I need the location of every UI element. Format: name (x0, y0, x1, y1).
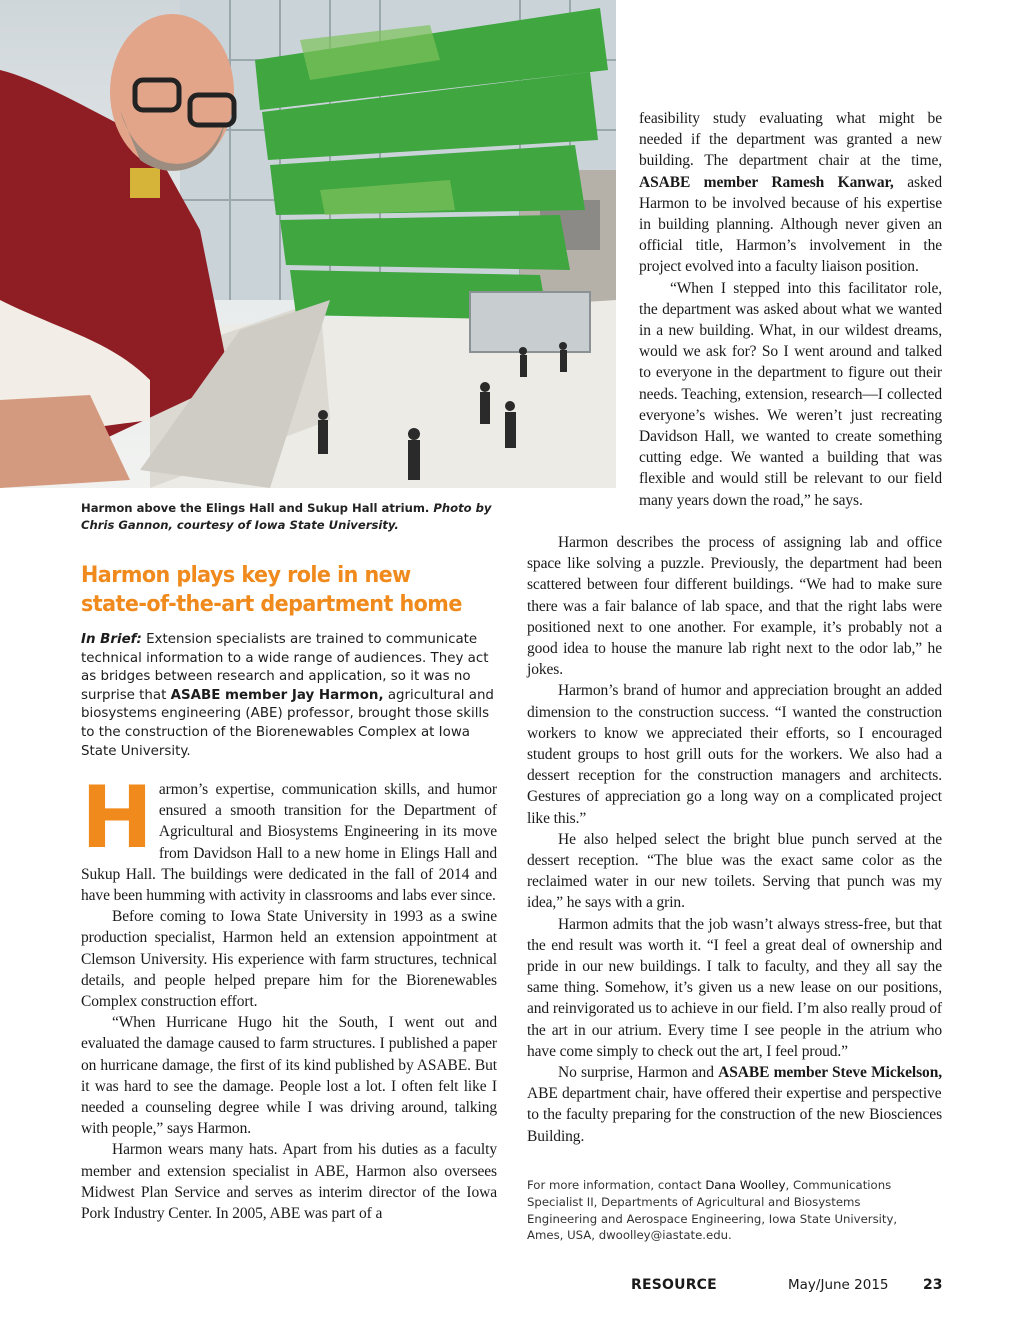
in-brief-member: ASABE member Jay Harmon, (170, 687, 384, 703)
body-right-top-column (639, 108, 942, 511)
contact-name: Dana Woolley (705, 1178, 786, 1192)
atrium-photo-illustration (0, 0, 616, 488)
paragraph: Harmon describes the process of assigning lab and office space like solving a puzzle. Previously, the department had been scattered between four different buildings. “We had to make sure there was a fair balance of lab space, and that the right labs were positioned next to one another. For example, it’s probably not a good idea to house the manure lab right next to the odor lab,” he jokes. (527, 534, 942, 679)
footnote-rest: , Communications Specialist II, Departments of Agricultural and Biosystems Engineering and Aerospace Engineering, Iowa State University, Ames, USA, dwoolley@iastate.edu. (527, 1178, 898, 1243)
paragraph (527, 1062, 942, 1147)
paragraph: Harmon wears many hats. Apart from his duties as a faculty member and extension specialist in ABE, Harmon also oversees Midwest Plan Service and serves as interim director of the Iowa Pork Industry Center. In 2005, ABE was part of a (81, 1141, 497, 1223)
in-brief-text-1: Extension specialists are trained to communicate technical information to a wide range of audiences. They act as bridges between research and application, so it was no surprise that (81, 632, 489, 703)
caption-credit: Photo by Chris Gannon, courtesy of Iowa State University. (81, 501, 492, 532)
caption-text: Harmon above the Elings Hall and Sukup Hall atrium. (81, 501, 434, 515)
member-name: ASABE member Ramesh Kanwar, (639, 173, 894, 191)
atrium-photo (0, 0, 616, 488)
paragraph: Harmon admits that the job wasn’t always stress-free, but that the end result was worth it. “I feel a great deal of ownership and pride in our new buildings. I talk to faculty, and they all say the same thing. Somehow, it’s given us a new lease on our positions, and reinvigorated us to achieve in our field. I’m also really proud of the art in our atrium. Every time I see people in the atrium who have come simply to check out the art, I feel proud.” (527, 915, 942, 1060)
paragraph (639, 108, 942, 278)
in-brief-label: In Brief: (81, 632, 142, 647)
member-name: ASABE member Steve Mickelson, (718, 1064, 942, 1082)
paragraph: “When Hurricane Hugo hit the South, I went out and evaluated the damage caused to farm structures. I published a paper on hurricane damage, the first of its kind published by ASABE. But it was hard to see the damage. People lost a lot. I often felt like I needed a counseling degree while I was driving around, talking with people,” says Harmon. (81, 1014, 497, 1138)
article-headline: Harmon plays key role in new state-of-the-art department home (81, 562, 462, 617)
body-left-column (81, 768, 497, 1224)
in-brief-text-2: agricultural and biosystems engineering (ABE) professor, brought those skills to the construction of the Biorenewables Complex at Iowa State University. (81, 687, 494, 759)
paragraph: He also helped select the bright blue punch served at the dessert reception. “The blue was the exact same color as the reclaimed water in our new toilets. Serving that punch was my idea,” he says with a grin. (527, 830, 942, 912)
page-number: 23 (923, 1277, 943, 1293)
issue-date: May/June 2015 (788, 1277, 889, 1293)
paragraph-text: armon’s expertise, communication skills, and humor ensured a smooth transition for the Department of Agricultural and Biosystems Engineering in its move from Davidson Hall to a new home in Elings Hall and Sukup Hall. The buildings were dedicated in the fall of 2014 and have been humming with activity in classrooms and labs ever since. (81, 781, 497, 905)
magazine-name: RESOURCE (631, 1277, 717, 1293)
paragraph-text: asked Harmon to be involved because of his expertise in building planning. Although never given an official title, Harmon’s involvement in the project evolved into a faculty liaison position. (639, 173, 942, 276)
drop-cap: H (81, 768, 153, 868)
photo-caption (81, 500, 521, 534)
paragraph-text: feasibility study evaluating what might be needed if the department was granted a new building. The department chair at the time, (639, 110, 942, 170)
paragraph-text: ABE department chair, have offered their expertise and perspective to the faculty preparing for the construction of the new Biosciences Building. (527, 1085, 942, 1145)
footnote-prefix: For more information, contact (527, 1178, 706, 1192)
body-right-bottom-column (527, 532, 942, 1147)
contact-footnote (527, 1177, 927, 1244)
paragraph-text: No surprise, Harmon and (558, 1064, 719, 1082)
paragraph: Before coming to Iowa State University in 1993 as a swine production specialist, Harmon held an extension appointment at Clemson University. His experience with farm structures, technical details, and people helped prepare him for the Biorenewables Complex construction effort. (81, 908, 497, 1011)
paragraph: “When I stepped into this facilitator role, the department was asked about what we wanted in a new building. What, in our wildest dreams, would we ask for? So I went around and talked to everyone in the department to figure out their needs. Teaching, extension, research—I collected everyone’s wishes. We weren’t just recreating Davidson Hall, we wanted to create something cutting edge. We wanted a building that was flexible and would still be relevant to our field many years down the road,” he says. (639, 279, 942, 509)
paragraph: Harmon’s brand of humor and appreciation brought an added dimension to the construction success. “I wanted the construction workers to know we appreciated their efforts, so I encouraged student groups to host grill outs for the workers. We also had a dessert reception for the construction managers and architects. Gestures of appreciation go a long way on a complicated project like this.” (527, 682, 942, 827)
paragraph (81, 768, 497, 906)
in-brief (81, 631, 499, 761)
